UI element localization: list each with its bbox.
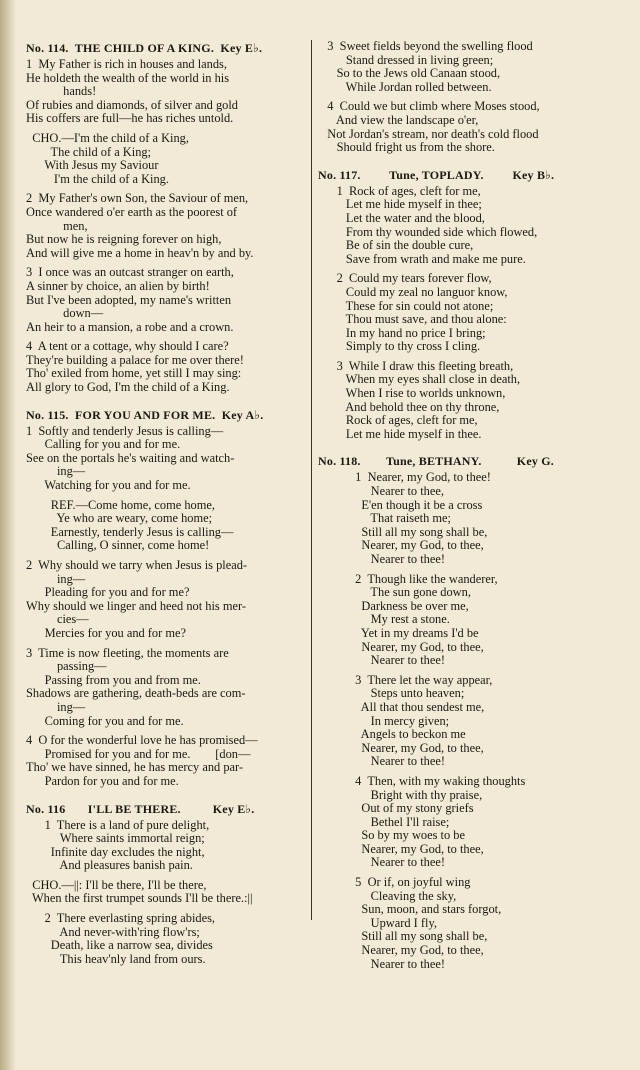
verse-line: When I rise to worlds unknown,: [318, 386, 506, 401]
verse-line: Still all my song shall be,: [318, 929, 488, 944]
verse-line: Pardon for you and for me.: [26, 773, 179, 788]
verse-line: They're building a palace for me over there!: [26, 352, 244, 367]
stanza: [318, 100, 620, 154]
verse-line: 1 Rock of ages, cleft for me,: [318, 183, 481, 198]
verse-line: Coming for you and for me.: [26, 713, 184, 728]
verse-line: Darkness be over me,: [318, 598, 469, 613]
verse-line: cies—: [26, 612, 89, 627]
verse-line: Sun, moon, and stars forgot,: [318, 902, 502, 917]
verse-line: In my hand no price I bring;: [318, 325, 486, 340]
verse-line: In mercy given;: [318, 713, 450, 728]
verse-line: Simply to thy cross I cling.: [318, 339, 481, 354]
verse-line: And view the landscape o'er,: [318, 112, 479, 127]
verse-line: That raiseth me;: [318, 511, 451, 526]
verse-line: Passing from you and from me.: [26, 672, 201, 687]
hymn: [26, 407, 302, 789]
verse-line: Out of my stony griefs: [318, 801, 474, 816]
verse-line: down—: [26, 306, 104, 321]
stanza: [26, 425, 302, 493]
verse-line: The sun gone down,: [318, 585, 471, 600]
verse-line: E'en though it be a cross: [318, 497, 483, 512]
stanza: [26, 499, 302, 553]
verse-line: CHO.—||: I'll be there, I'll be there,: [26, 877, 207, 892]
verse-line: My rest a stone.: [318, 612, 450, 627]
left-column: [26, 40, 302, 966]
verse-line: Watching for you and for me.: [26, 478, 191, 493]
verse-line: And pleasures banish pain.: [26, 858, 193, 873]
verse-line: Nearer, my God, to thee,: [318, 639, 484, 654]
stanza: [26, 819, 302, 873]
verse-line: Nearer to thee,: [318, 484, 444, 499]
verse-line: Be of sin the double cure,: [318, 238, 474, 253]
verse-line: Yet in my dreams I'd be: [318, 625, 479, 640]
hymn: [318, 167, 620, 442]
stanza: [26, 912, 302, 966]
stanza: [318, 573, 620, 668]
verse-line: Let me hide myself in thee.: [318, 426, 482, 441]
verse-line: Nearer, my God, to thee,: [318, 538, 484, 553]
verse-line: CHO.—I'm the child of a King,: [26, 130, 189, 145]
verse-line: ing—: [26, 571, 86, 586]
verse-line: Once wandered o'er earth as the poorest of: [26, 204, 238, 219]
verse-line: So to the Jews old Canaan stood,: [318, 66, 501, 81]
verse-line: When my eyes shall close in death,: [318, 372, 521, 387]
verse-line: 5 Or if, on joyful wing: [318, 875, 471, 890]
stanza: [26, 879, 302, 906]
verse-line: Stand dressed in living green;: [318, 52, 494, 67]
verse-line: Where saints immortal reign;: [26, 831, 205, 846]
hymn: [26, 801, 302, 967]
verse-line: Why should we linger and heed not his mer-: [26, 598, 246, 613]
verse-line: Promised for you and for me. [don—: [26, 746, 251, 761]
verse-line: Upward I fly,: [318, 915, 437, 930]
verse-line: 1 My Father is rich in houses and lands,: [26, 57, 227, 71]
verse-line: Nearer, my God, to thee,: [318, 943, 484, 958]
hymn-heading: No. 117. Tune, TOPLADY. Key B♭.: [318, 167, 555, 182]
verse-line: 4 Then, with my waking thoughts: [318, 773, 526, 788]
verse-line: But now he is reigning forever on high,: [26, 232, 222, 247]
verse-line: Bethel I'll raise;: [318, 814, 450, 829]
verse-line: An heir to a mansion, a robe and a crown.: [26, 319, 234, 334]
verse-line: Infinite day excludes the night,: [26, 844, 205, 859]
hymn: [26, 40, 302, 395]
stanza: [318, 360, 620, 442]
verse-line: Nearer, my God, to thee,: [318, 740, 484, 755]
verse-line: Angels to beckon me: [318, 727, 466, 742]
verse-line: And never-with'ring flow'rs;: [26, 924, 200, 939]
right-column: [318, 40, 620, 971]
hymn-heading: No. 114. THE CHILD OF A KING. Key E♭.: [26, 41, 263, 55]
verse-line: 1 Nearer, my God, to thee!: [318, 470, 491, 485]
stanza: [26, 647, 302, 729]
verse-line: Calling for you and for me.: [26, 437, 181, 452]
stanza: [318, 471, 620, 566]
verse-line: Save from wrath and make me pure.: [318, 251, 526, 266]
verse-line: Nearer to thee!: [318, 956, 445, 971]
verse-line: hands!: [26, 84, 97, 99]
verse-line: 4 A tent or a cottage, why should I care?: [26, 339, 229, 354]
verse-line: Earnestly, tenderly Jesus is calling—: [26, 524, 234, 539]
verse-line: 1 Softly and tenderly Jesus is calling—: [26, 423, 224, 438]
hymn-heading: No. 115. FOR YOU AND FOR ME. Key A♭.: [26, 407, 264, 422]
stanza: [26, 132, 302, 186]
verse-line: 3 Time is now fleeting, the moments are: [26, 645, 229, 660]
verse-line: Shadows are gathering, death-beds are com-: [26, 686, 246, 701]
stanza: [26, 58, 302, 126]
verse-line: 2 There everlasting spring abides,: [26, 911, 216, 926]
verse-line: Could my zeal no languor know,: [318, 284, 508, 299]
verse-line: Nearer to thee!: [318, 754, 445, 769]
verse-line: 3 While I draw this fleeting breath,: [318, 358, 514, 373]
verse-line: Mercies for you and for me?: [26, 625, 186, 640]
column-divider: [311, 40, 312, 920]
stanza: [318, 40, 620, 94]
verse-line: Rock of ages, cleft for me,: [318, 413, 478, 428]
verse-line: When the first trumpet sounds I'll be there.:||: [26, 891, 253, 906]
verse-line: This heav'nly land from ours.: [26, 951, 206, 966]
stanza: [26, 734, 302, 788]
page-binding-shadow: [0, 0, 16, 1070]
stanza: [318, 674, 620, 769]
verse-line: Of rubies and diamonds, of silver and gold: [26, 97, 238, 112]
verse-line: Not Jordan's stream, nor death's cold flood: [318, 126, 539, 141]
stanza: [26, 266, 302, 334]
hymn: [318, 453, 620, 971]
verse-line: See on the portals he's waiting and watch-: [26, 450, 235, 465]
verse-line: His coffers are full—he has riches untold.: [26, 111, 234, 126]
verse-line: Tho' we have sinned, he has mercy and par-: [26, 760, 244, 775]
verse-line: Death, like a narrow sea, divides: [26, 938, 213, 953]
verse-line: Nearer to thee!: [318, 855, 445, 870]
verse-line: Should fright us from the shore.: [318, 140, 495, 155]
verse-line: Calling, O sinner, come home!: [26, 538, 210, 553]
stanza: [318, 876, 620, 971]
verse-line: 4 O for the wonderful love he has promised—: [26, 733, 258, 748]
verse-line: Tho' exiled from home, yet still I may sing:: [26, 366, 242, 381]
verse-line: 3 Sweet fields beyond the swelling flood: [318, 39, 533, 53]
verse-line: men,: [26, 218, 88, 233]
verse-line: But I've been adopted, my name's written: [26, 292, 232, 307]
verse-line: 3 I once was an outcast stranger on earth,: [26, 265, 234, 280]
verse-line: Bright with thy praise,: [318, 787, 483, 802]
verse-line: Steps unto heaven;: [318, 686, 465, 701]
verse-line: Cleaving the sky,: [318, 888, 457, 903]
verse-line: And behold thee on thy throne,: [318, 399, 500, 414]
verse-line: And will give me a home in heav'n by and by.: [26, 245, 254, 260]
verse-line: With Jesus my Saviour: [26, 158, 159, 173]
stanza: [318, 185, 620, 267]
verse-line: So by my woes to be: [318, 828, 465, 843]
verse-line: ing—: [26, 699, 86, 714]
verse-line: He holdeth the wealth of the world in his: [26, 70, 230, 85]
verse-line: passing—: [26, 659, 107, 674]
stanza: [26, 559, 302, 641]
verse-line: Still all my song shall be,: [318, 524, 488, 539]
verse-line: Let me hide myself in thee;: [318, 197, 482, 212]
verse-line: I'm the child of a King.: [26, 171, 169, 186]
verse-line: 2 Could my tears forever flow,: [318, 271, 492, 286]
verse-line: Ye who are weary, come home;: [26, 511, 213, 526]
verse-line: Nearer to thee!: [318, 552, 445, 566]
verse-line: 4 Could we but climb where Moses stood,: [318, 99, 540, 114]
verse-line: While Jordan rolled between.: [318, 79, 492, 94]
stanza: [318, 775, 620, 870]
stanza: [26, 192, 302, 260]
verse-line: REF.—Come home, come home,: [26, 497, 215, 512]
verse-line: All that thou sendest me,: [318, 699, 485, 714]
verse-line: Thou must save, and thou alone:: [318, 312, 507, 327]
verse-line: The child of a King;: [26, 144, 152, 159]
stanza: [26, 340, 302, 394]
verse-line: Nearer, my God, to thee,: [318, 841, 484, 856]
verse-line: All glory to God, I'm the child of a King.: [26, 380, 230, 395]
hymn-heading: No. 116 I'LL BE THERE. Key E♭.: [26, 801, 255, 816]
verse-line: ing—: [26, 464, 86, 479]
verse-line: 1 There is a land of pure delight,: [26, 817, 210, 832]
verse-line: From thy wounded side which flowed,: [318, 224, 538, 239]
verse-line: A sinner by choice, an alien by birth!: [26, 278, 210, 293]
hymn-heading: No. 118. Tune, BETHANY. Key G.: [318, 454, 554, 469]
verse-line: Pleading for you and for me?: [26, 585, 190, 600]
verse-line: 2 My Father's own Son, the Saviour of men,: [26, 191, 249, 206]
stanza: [318, 272, 620, 354]
verse-line: Let the water and the blood,: [318, 210, 485, 225]
verse-line: These for sin could not atone;: [318, 298, 494, 313]
verse-line: 3 There let the way appear,: [318, 672, 493, 687]
verse-line: 2 Though like the wanderer,: [318, 571, 498, 586]
verse-line: Nearer to thee!: [318, 653, 445, 668]
verse-line: 2 Why should we tarry when Jesus is plead-: [26, 558, 248, 572]
